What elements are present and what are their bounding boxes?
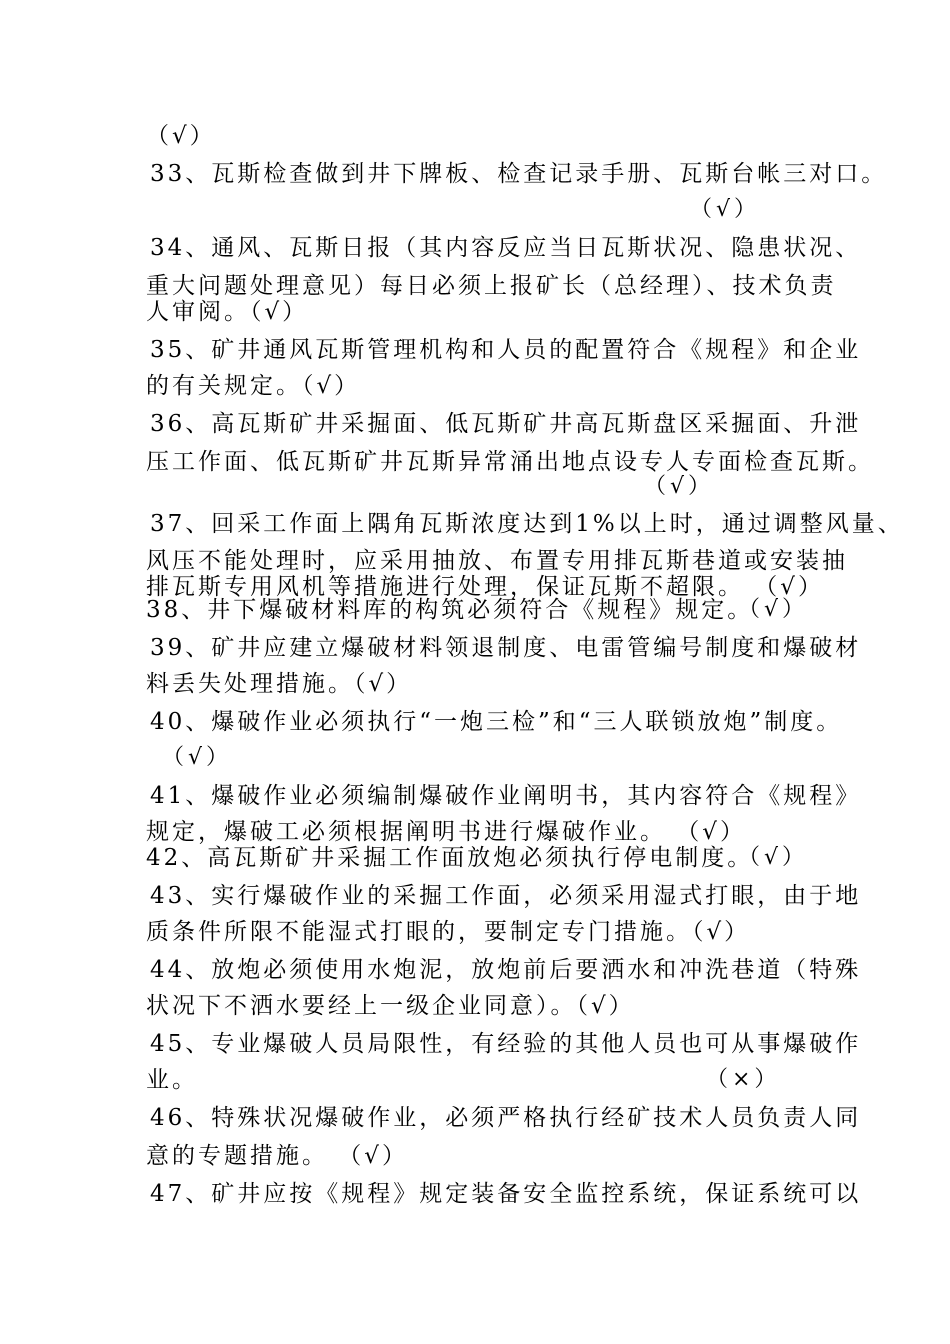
text-line: 35、矿井通风瓦斯管理机构和人员的配置符合《规程》和企业: [150, 337, 862, 363]
text-line: 人审阅。（√）: [146, 299, 309, 325]
text-line: （√）: [146, 123, 216, 149]
text-line: 34、通风、瓦斯日报（其内容反应当日瓦斯状况、隐患状况、: [150, 235, 862, 261]
text-line: 压工作面、低瓦斯矿井瓦斯异常涌出地点设专人专面检查瓦斯。: [146, 449, 874, 475]
text-line: 45、专业爆破人员局限性，有经验的其他人员也可从事爆破作: [150, 1031, 862, 1057]
text-line: 重大问题处理意见）每日必须上报矿长（总经理）、技术负责: [146, 273, 837, 299]
text-line: 的有关规定。（√）: [146, 373, 361, 399]
text-line: 47、矿井应按《规程》规定装备安全监控系统，保证系统可以: [150, 1181, 862, 1207]
answer-mark: （√）: [644, 474, 715, 499]
text-line: 33、瓦斯检查做到井下牌板、检查记录手册、瓦斯台帐三对口。: [150, 161, 888, 187]
text-line: 41、爆破作业必须编制爆破作业阐明书，其内容符合《规程》: [150, 783, 862, 809]
text-line: 风压不能处理时，应采用抽放、布置专用排瓦斯巷道或安装抽: [146, 548, 848, 574]
answer-mark: （√）: [738, 597, 809, 622]
text-line: 39、矿井应建立爆破材料领退制度、电雷管编号制度和爆破材: [150, 635, 862, 661]
text-line: 料丢失处理措施。（√）: [146, 671, 413, 697]
text-line: 42、高瓦斯矿井采掘工作面放炮必须执行停电制度。: [146, 845, 754, 871]
text-line: 状况下不洒水要经上一级企业同意）。（√）: [146, 993, 635, 1019]
text-line: 质条件所限不能湿式打眼的，要制定专门措施。（√）: [146, 919, 751, 945]
answer-mark: （√）: [738, 845, 809, 870]
text-line: 43、实行爆破作业的采掘工作面，必须采用湿式打眼，由于地: [150, 883, 862, 909]
answer-mark: （×）: [706, 1067, 781, 1092]
answer-mark: （√）: [690, 197, 761, 222]
text-line: 46、特殊状况爆破作业，必须严格执行经矿技术人员负责人同: [150, 1105, 862, 1131]
text-line: 规定，爆破工必须根据阐明书进行爆破作业。 （√）: [146, 819, 746, 845]
text-line: 36、高瓦斯矿井采掘面、低瓦斯矿井高瓦斯盘区采掘面、升泄: [150, 411, 862, 437]
text-line: 37、回采工作面上隅角瓦斯浓度达到1%以上时，通过调整风量、: [150, 511, 904, 537]
answer-mark: （√）: [162, 745, 233, 770]
text-line: 40、爆破作业必须执行“一炮三检”和“三人联锁放炮”制度。: [150, 709, 843, 735]
text-line: 业。: [146, 1067, 198, 1093]
text-line: 44、放炮必须使用水炮泥，放炮前后要洒水和冲洗巷道（特殊: [150, 957, 862, 983]
text-line: 排瓦斯专用风机等措施进行处理，保证瓦斯不超限。 （√）: [146, 574, 824, 600]
text-line: 38、井下爆破材料库的构筑必须符合《规程》规定。: [146, 597, 754, 623]
text-line: 意的专题措施。 （√）: [146, 1143, 408, 1169]
